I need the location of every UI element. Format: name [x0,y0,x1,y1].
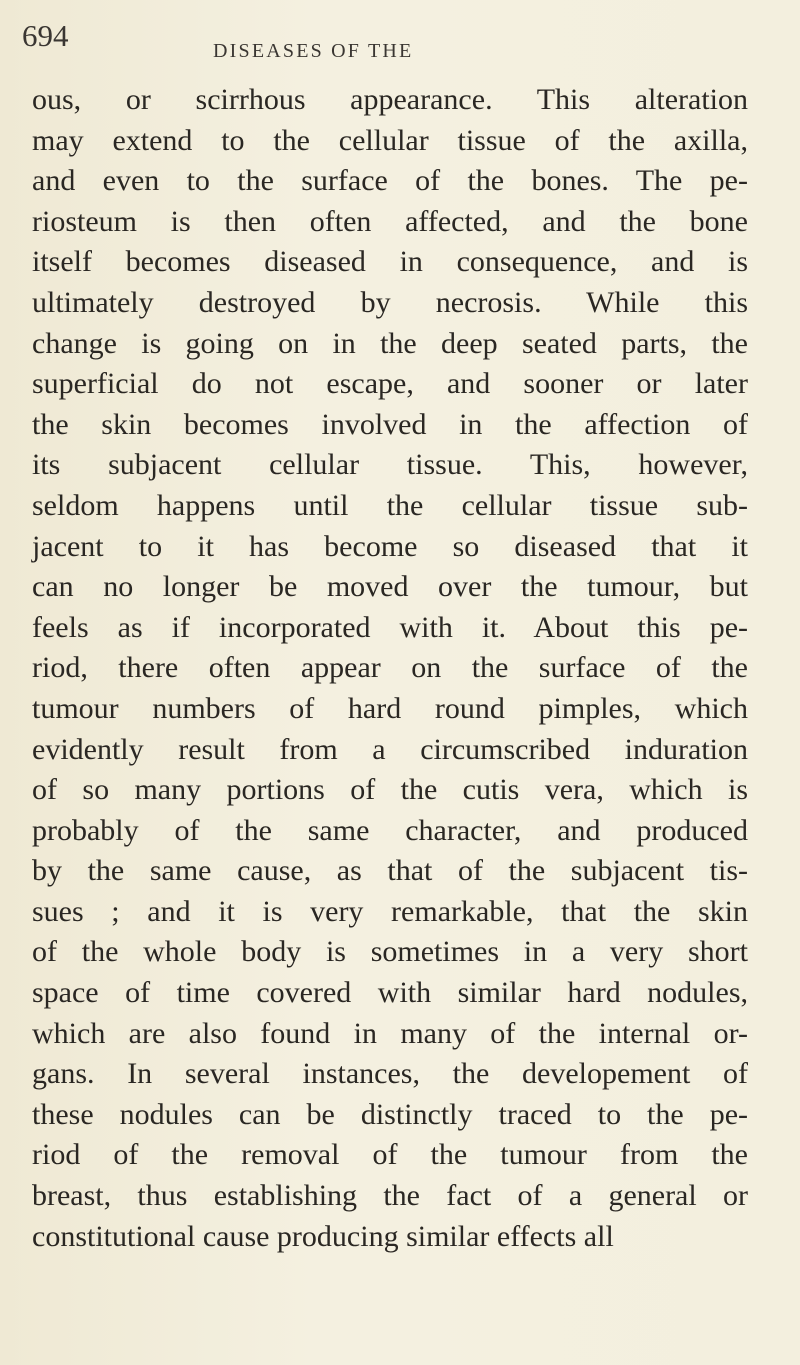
text-line: which are also found in many of the internal or- [32,1016,748,1050]
body-text [32,80,748,1257]
text-line: can no longer be moved over the tumour, but [32,570,748,604]
text-line: of so many portions of the cutis vera, which is [32,773,748,807]
text-line: may extend to the cellular tissue of the axilla, [32,123,748,157]
page-number: 694 [22,18,69,53]
text-line: these nodules can be distinctly traced to the pe- [32,1097,748,1131]
text-line: seldom happens until the cellular tissue sub- [32,488,748,522]
text-line: ultimately destroyed by necrosis. While this [32,285,748,319]
text-line: breast, thus establishing the fact of a general or [32,1179,748,1213]
text-line: probably of the same character, and produced [32,813,748,847]
running-head: DISEASES OF THE [213,40,414,62]
text-line: change is going on in the deep seated parts, the [32,326,748,360]
text-line: riod, there often appear on the surface of the [32,651,748,685]
text-line: riosteum is then often affected, and the bone [32,204,748,238]
text-line: of the whole body is sometimes in a very short [32,935,748,969]
text-line: jacent to it has become so diseased that it [32,529,748,563]
text-line: the skin becomes involved in the affection of [32,407,748,441]
text-line: space of time covered with similar hard nodules, [32,976,748,1010]
text-line: ous, or scirrhous appearance. This alteration [32,83,748,116]
text-line: tumour numbers of hard round pimples, which [32,691,748,725]
text-line: itself becomes diseased in consequence, and is [32,245,748,279]
text-line: by the same cause, as that of the subjacent tis- [32,854,748,888]
text-line: evidently result from a circumscribed induration [32,732,748,766]
text-line: superficial do not escape, and sooner or later [32,367,748,401]
text-line: riod of the removal of the tumour from the [32,1138,748,1172]
text-line: constitutional cause producing similar effects all [32,1219,614,1253]
text-line: feels as if incorporated with it. About this pe- [32,610,748,644]
text-line: sues ; and it is very remarkable, that the skin [32,894,748,928]
text-line: and even to the surface of the bones. The pe- [32,164,748,198]
text-line: its subjacent cellular tissue. This, however, [32,448,748,482]
text-line: gans. In several instances, the developement of [32,1057,748,1091]
